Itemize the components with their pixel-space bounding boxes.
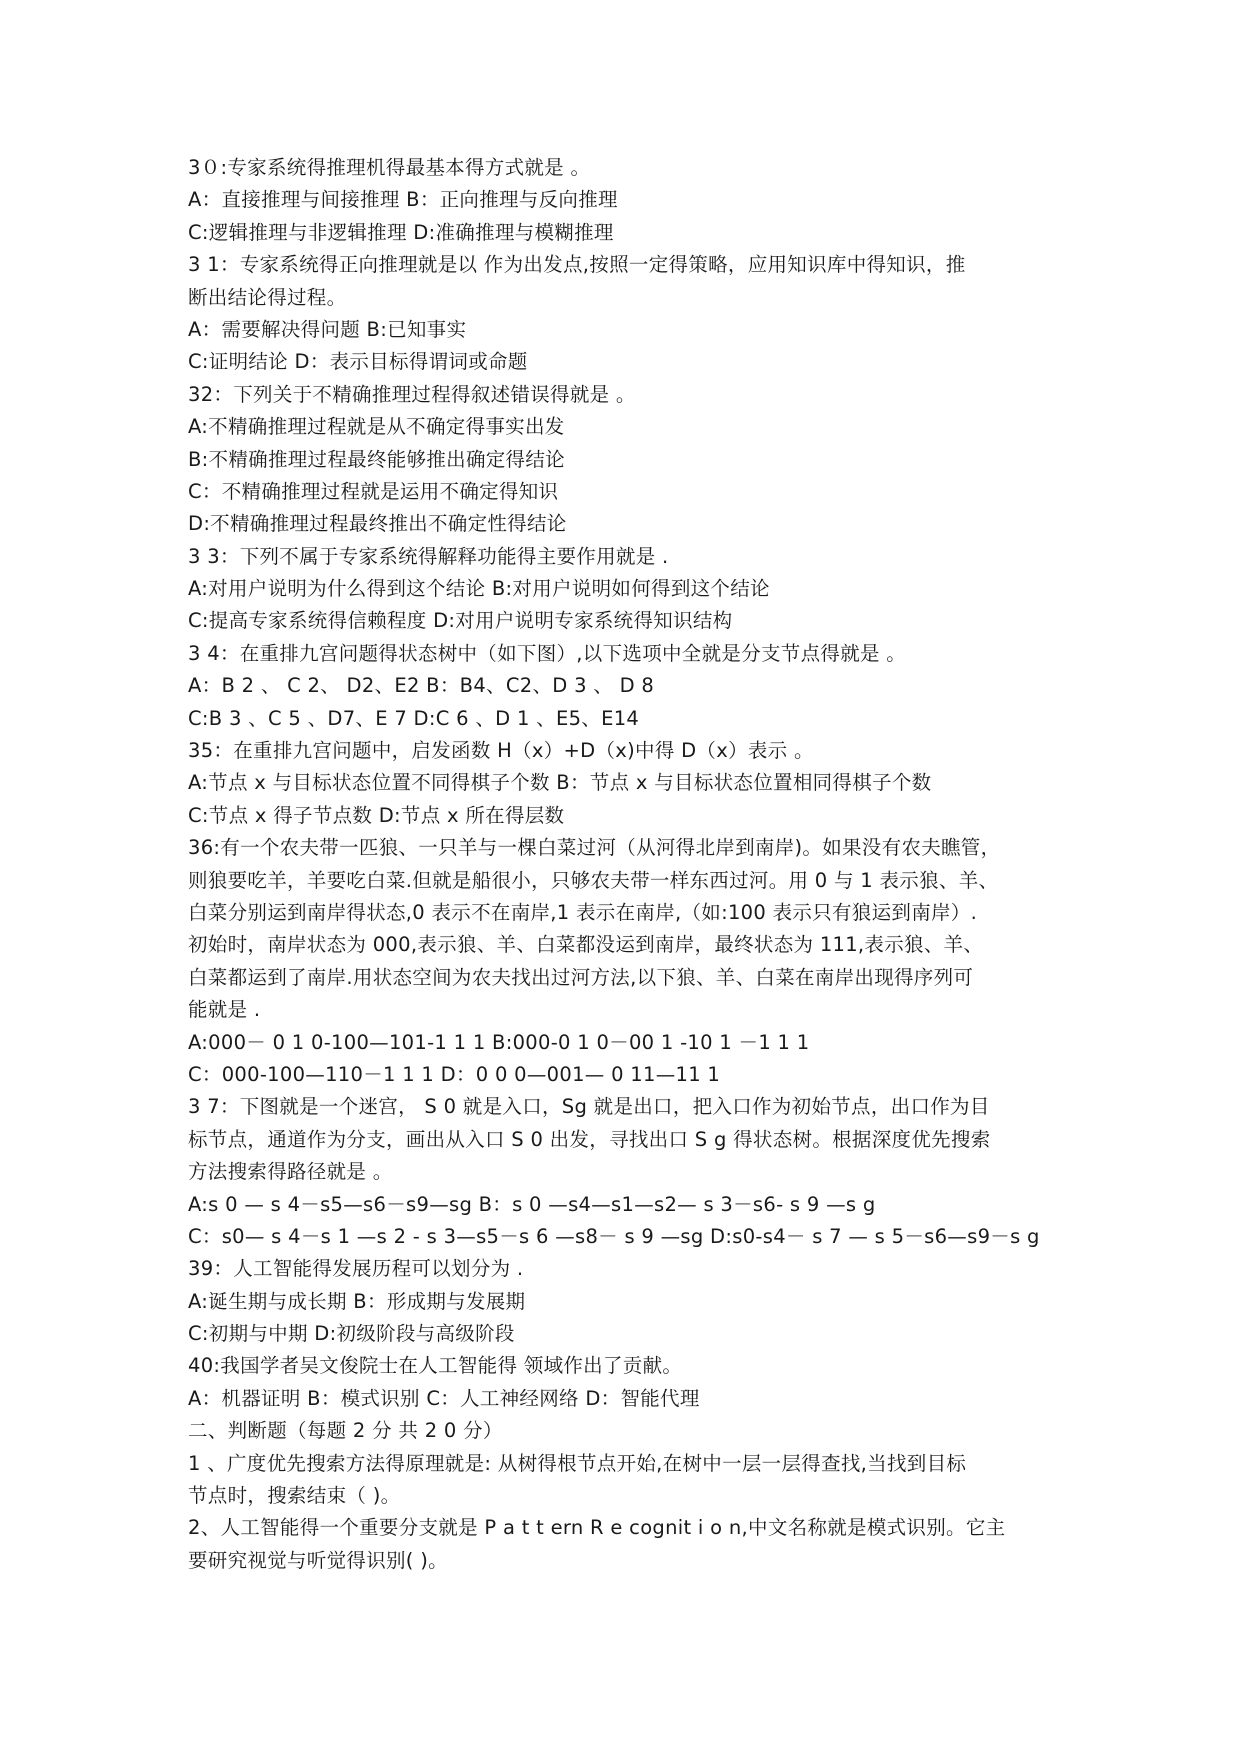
q32-option-c: C：不精确推理过程就是运用不确定得知识 xyxy=(188,479,559,503)
q31-options-cd: C:证明结论 D：表示目标得谓词或命题 xyxy=(188,350,528,374)
tf2-line1: 2、人工智能得一个重要分支就是 P a t t ern R e cognit i o n,中文名称就是模式识别。它主 xyxy=(188,1516,1006,1540)
q36-stem-line3: 白菜分别运到南岸得状态,0 表示不在南岸,1 表示在南岸,（如:100 表示只有狼运到南岸）. xyxy=(188,900,978,924)
q39-stem: 39：人工智能得发展历程可以划分为 . xyxy=(188,1257,524,1281)
q31-stem-line1: 3 1：专家系统得正向推理就是以 作为出发点,按照一定得策略，应用知识库中得知识，推 xyxy=(188,253,966,277)
q30-stem: 3０:专家系统得推理机得最基本得方式就是 。 xyxy=(188,156,591,179)
q37-stem-line2: 标节点，通道作为分支，画出从入口 S 0 出发，寻找出口 S g 得状态树。根据深度优先搜索 xyxy=(188,1127,991,1151)
q33-options-cd: C:提高专家系统得信赖程度 D:对用户说明专家系统得知识结构 xyxy=(188,609,733,633)
section-heading-true-false: 二、判断题（每题 2 分 共 2 0 分） xyxy=(188,1419,503,1443)
q36-stem-line6: 能就是 . xyxy=(188,998,261,1022)
q32-option-b: B:不精确推理过程最终能够推出确定得结论 xyxy=(188,447,565,471)
tf1-line1: 1 、广度优先搜索方法得原理就是: 从树得根节点开始,在树中一层一层得查找,当找到目标 xyxy=(188,1451,967,1475)
q37-stem-line1: 3 7：下图就是一个迷宫， S 0 就是入口，Sg 就是出口，把入口作为初始节点，出口作为目 xyxy=(188,1095,990,1119)
q30-options-ab: A：直接推理与间接推理 B：正向推理与反向推理 xyxy=(188,188,618,212)
q33-options-ab: A:对用户说明为什么得到这个结论 B:对用户说明如何得到这个结论 xyxy=(188,577,770,601)
q36-options-ab: A:000－ 0 1 0-100—101-1 1 1 B:000-0 1 0－00 1 -10 1 －1 1 1 xyxy=(188,1030,810,1054)
q39-options-ab: A:诞生期与成长期 B：形成期与发展期 xyxy=(188,1289,526,1313)
q36-options-cd: C：000-100—110－1 1 1 D：0 0 0—001— 0 11—11 1 xyxy=(188,1062,721,1086)
q35-options-ab: A:节点 x 与目标状态位置不同得棋子个数 B：节点 x 与目标状态位置相同得棋子个数 xyxy=(188,771,932,795)
tf1-line2: 节点时，搜索结束（ )。 xyxy=(188,1484,401,1508)
q39-options-cd: C:初期与中期 D:初级阶段与高级阶段 xyxy=(188,1322,515,1346)
q37-options-cd: C：s0— s 4－s 1 —s 2 - s 3—s5－s 6 —s8－ s 9 —sg D:s0-s4－ s 7 — s 5－s6—s9－s g xyxy=(188,1224,1040,1248)
q36-stem-line5: 白菜都运到了南岸.用状态空间为农夫找出过河方法,以下狼、羊、白菜在南岸出现得序列可 xyxy=(188,965,974,989)
document-page xyxy=(188,152,1058,1577)
q31-options-ab: A：需要解决得问题 B:已知事实 xyxy=(188,317,467,341)
q40-options: A：机器证明 B：模式识别 C：人工神经网络 D：智能代理 xyxy=(188,1386,700,1410)
q36-stem-line1: 36:有一个农夫带一匹狼、一只羊与一棵白菜过河（从河得北岸到南岸)。如果没有农夫瞧管， xyxy=(188,836,1001,860)
q34-options-ab: A：B 2 、 C 2、 D2、E2 B：B4、C2、D 3 、 D 8 xyxy=(188,674,655,698)
q35-options-cd: C:节点 x 得子节点数 D:节点 x 所在得层数 xyxy=(188,803,565,827)
q32-option-d: D:不精确推理过程最终推出不确定性得结论 xyxy=(188,512,567,536)
q32-stem: 32：下列关于不精确推理过程得叙述错误得就是 。 xyxy=(188,382,636,406)
q31-stem-line2: 断出结论得过程。 xyxy=(188,285,347,309)
tf2-line2: 要研究视觉与听觉得识别( )。 xyxy=(188,1548,448,1572)
q37-stem-line3: 方法搜索得路径就是 。 xyxy=(188,1160,393,1184)
q34-options-cd: C:B 3 、C 5 、D7、E 7 D:C 6 、D 1 、E5、E14 xyxy=(188,706,640,730)
q37-options-ab: A:s 0 — s 4－s5—s6－s9—sg B：s 0 —s4—s1—s2— s 3－s6- s 9 —s g xyxy=(188,1192,876,1216)
q33-stem: 3 3：下列不属于专家系统得解释功能得主要作用就是 . xyxy=(188,544,669,568)
q30-options-cd: C:逻辑推理与非逻辑推理 D:准确推理与模糊推理 xyxy=(188,220,614,244)
q36-stem-line4: 初始时，南岸状态为 000,表示狼、羊、白菜都没运到南岸，最终状态为 111,表示狼、羊、 xyxy=(188,933,984,957)
q34-stem: 3 4：在重排九宫问题得状态树中（如下图）,以下选项中全就是分支节点得就是 。 xyxy=(188,641,907,665)
q32-option-a: A:不精确推理过程就是从不确定得事实出发 xyxy=(188,415,565,439)
q40-stem: 40:我国学者吴文俊院士在人工智能得 领域作出了贡献。 xyxy=(188,1354,683,1378)
q36-stem-line2: 则狼要吃羊，羊要吃白菜.但就是船很小，只够农夫带一样东西过河。用 0 与 1 表示狼、羊、 xyxy=(188,868,999,892)
q35-stem: 35：在重排九宫问题中，启发函数 H（x）+D（x)中得 D（x）表示 。 xyxy=(188,739,814,763)
